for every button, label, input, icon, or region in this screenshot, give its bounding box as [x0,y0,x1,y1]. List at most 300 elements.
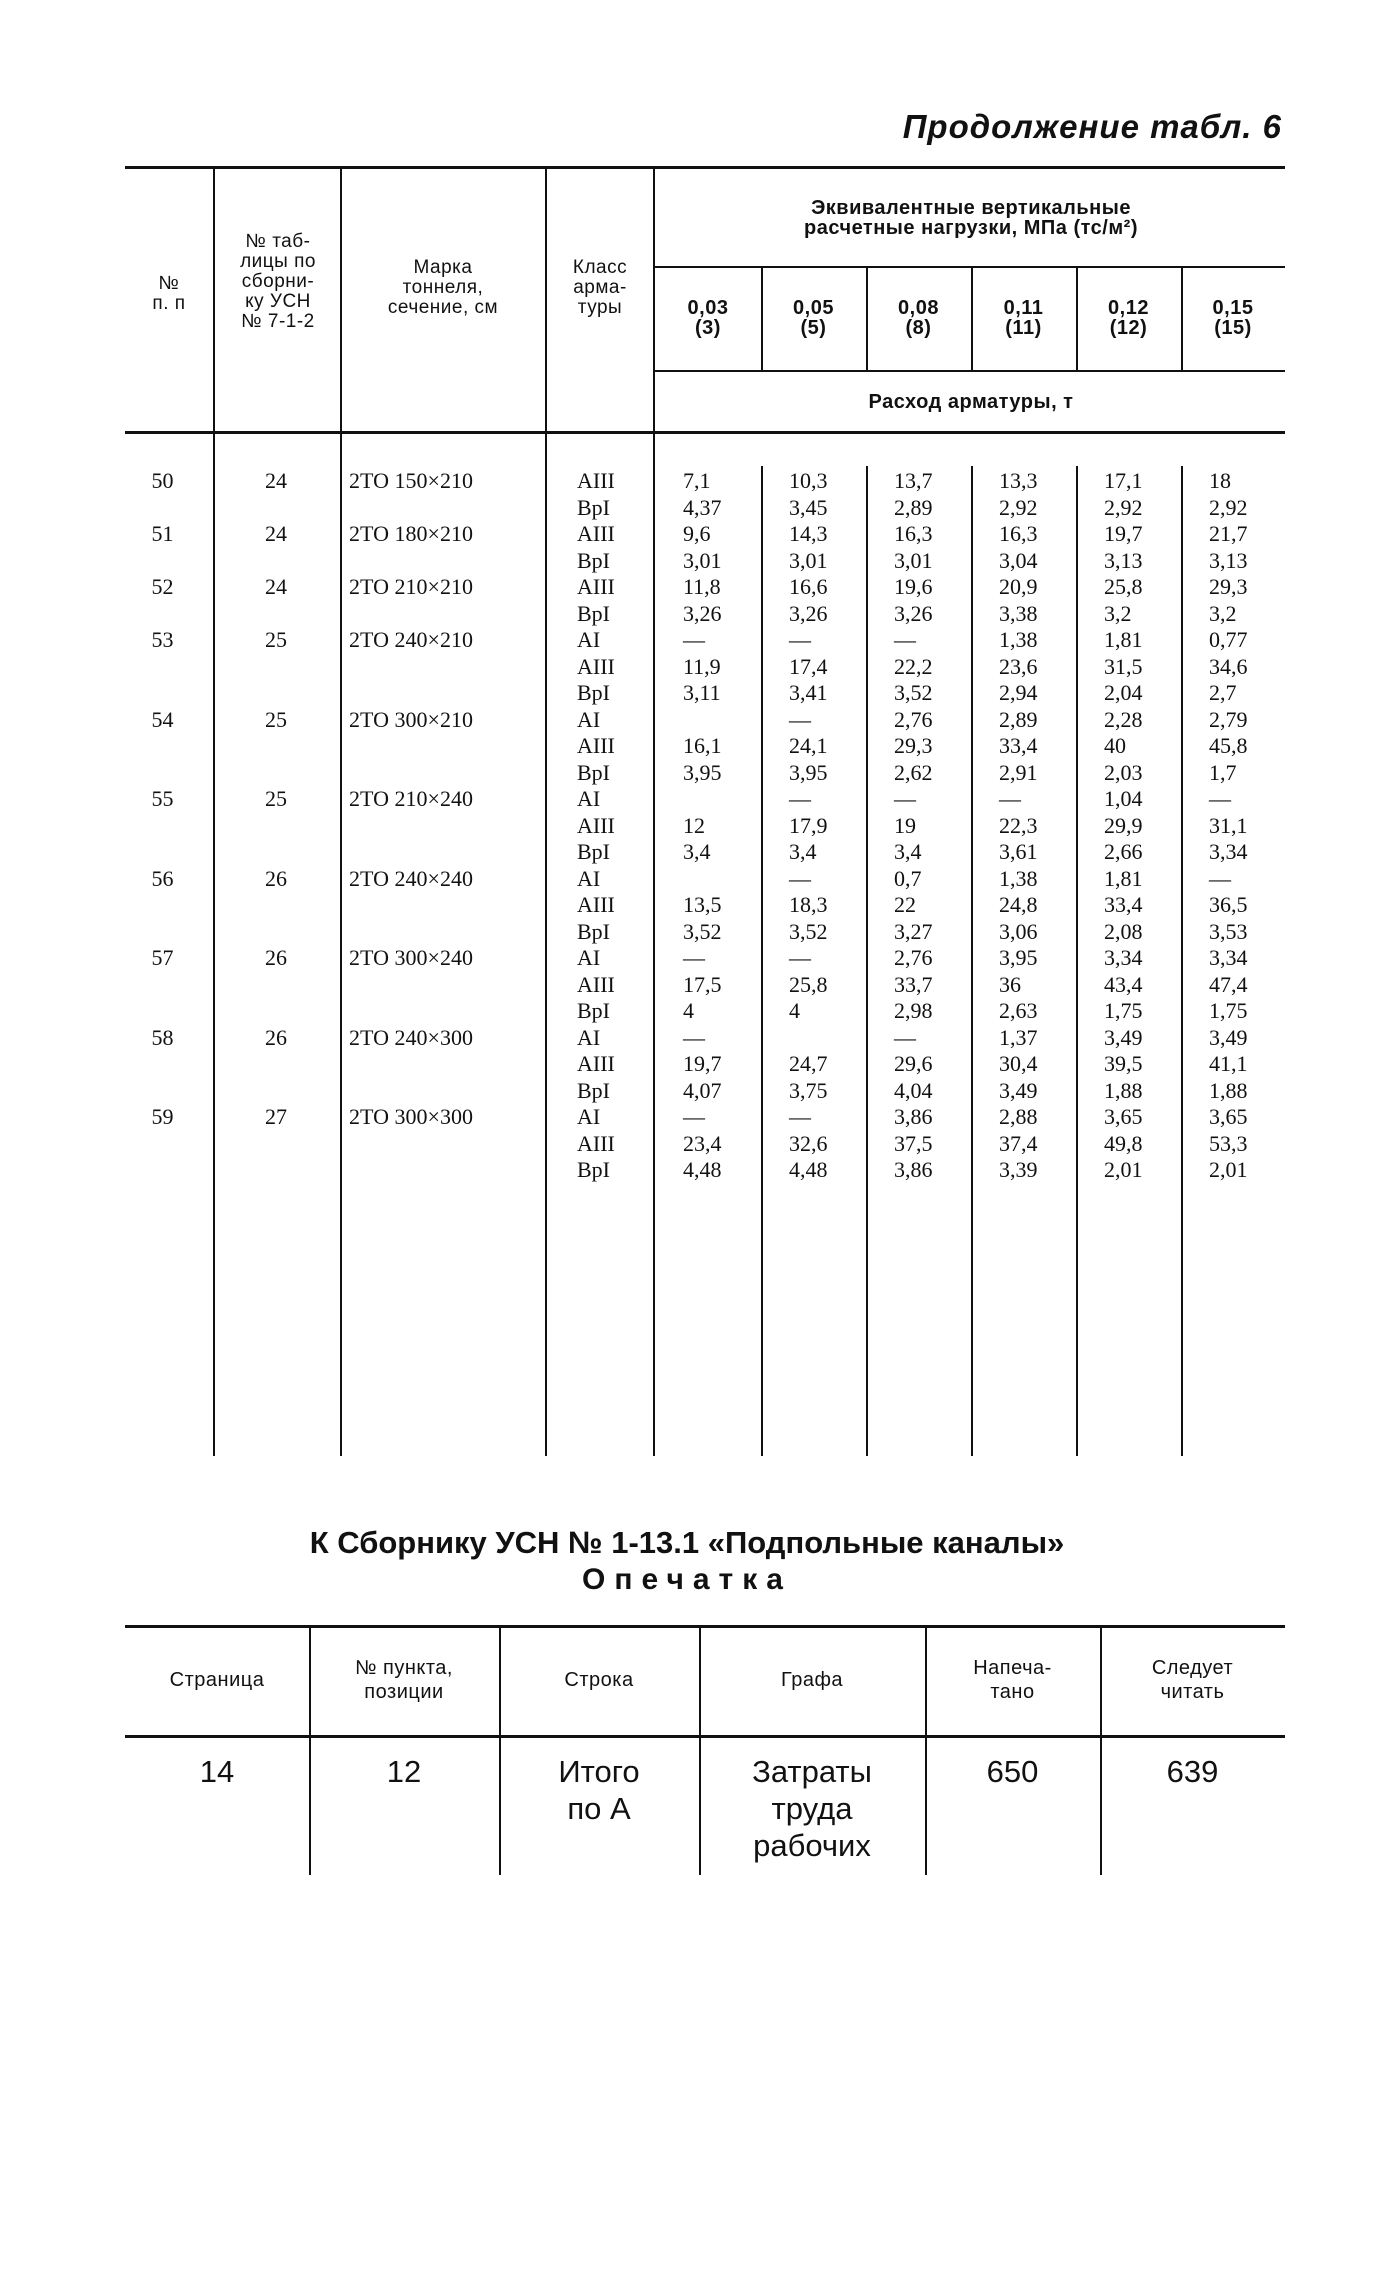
row-value: — [999,786,1021,811]
row-value: 1,75 [1104,998,1143,1023]
header-mark-line: Марка [413,257,473,278]
row-value: 1,37 [999,1024,1038,1050]
row-value: 3,01 [683,547,722,573]
row-value: 3,27 [894,918,933,944]
row-class: BpI [577,759,610,785]
row-value: 1,75 [1209,998,1248,1023]
row-value: 36 [999,971,1021,997]
row-value: 37,5 [894,1130,933,1156]
row-value: 1,88 [1104,1077,1143,1103]
header-table-ref-line: № 7-1-2 [241,311,315,332]
rule [1076,466,1078,1456]
header-load [761,298,866,338]
errata-header-text [973,1656,1052,1704]
header-consumption: Расход арматуры, т [868,391,1074,413]
row-value: 3,95 [789,759,828,785]
row-value: 4,48 [683,1157,722,1182]
row-table-ref: 25 [265,706,287,732]
row-mark: 2ТО 210×210 [349,574,473,599]
row-value: 3,26 [894,600,933,626]
row-value: 3,13 [1209,547,1248,573]
header-load [971,298,1076,338]
row-value: 1,81 [1104,865,1143,891]
row-class: AIII [577,521,615,546]
row-value: 3,52 [683,918,722,944]
row-value: 1,04 [1104,786,1143,811]
errata-header [699,1625,925,1735]
row-value: — [789,627,811,652]
header-load-line: (8) [905,317,932,339]
row-value: 2,92 [999,494,1038,520]
row-mark: 2ТО 240×240 [349,865,473,891]
row-value: — [683,627,705,652]
row-class: AI [577,1104,601,1129]
row-value: 2,76 [894,706,933,732]
row-value: 4 [683,998,694,1023]
header-load-line: (5) [800,317,827,339]
row-table-ref: 26 [265,1024,287,1050]
row-value: 12 [683,812,705,838]
row-class: AIII [577,971,615,997]
row-value: 3,11 [683,680,721,705]
row-value: 25,8 [1104,574,1143,599]
row-value: 3,95 [999,945,1038,970]
row-table-ref: 24 [265,521,287,546]
header-table-ref-line: № таб- [245,231,311,252]
row-class: AIII [577,812,615,838]
header-load [1076,298,1181,338]
row-value: 29,6 [894,1051,933,1076]
row-value: 45,8 [1209,733,1248,758]
row-value: — [683,1024,705,1050]
row-value: 3,45 [789,494,828,520]
row-mark: 2ТО 180×210 [349,521,473,546]
row-value: 2,76 [894,945,933,970]
row-value: 31,1 [1209,812,1248,838]
errata-header-line: Строка [564,1669,634,1691]
errata-cell-line: 650 [986,1754,1039,1789]
header-load-line: (11) [1005,317,1042,339]
row-value: 29,9 [1104,812,1143,838]
row-table-ref: 24 [265,574,287,599]
row-number: 56 [151,865,174,891]
header-load-line: 0,12 [1108,297,1149,319]
row-value: 33,7 [894,971,933,997]
header-loads-title [657,198,1285,238]
errata-header-line: Напеча- [973,1657,1052,1679]
header-mark [343,258,543,318]
row-value: 16,3 [999,521,1038,546]
header-table-ref [217,232,339,332]
errata-header-line: Следует [1151,1657,1234,1679]
row-value: — [789,706,811,732]
errata-subtitle: Опечатка [582,1563,792,1596]
rule [971,466,973,1456]
rule [125,431,1285,434]
header-table-ref-line: лицы по [240,251,316,272]
row-class: AI [577,786,601,811]
header-number [125,274,213,314]
row-mark: 2ТО 240×300 [349,1024,473,1050]
row-number: 52 [151,574,174,599]
row-value: 33,4 [1104,892,1143,917]
row-value: 3,4 [894,839,922,864]
rule [340,166,342,1456]
row-number: 53 [151,627,174,652]
row-table-ref: 25 [265,786,287,811]
row-value: 3,06 [999,918,1038,944]
header-table-ref-line: сборни- [241,271,315,292]
row-value: 3,01 [789,547,828,573]
row-value: 1,81 [1104,627,1143,652]
row-class: AI [577,706,601,732]
row-value: 3,04 [999,547,1038,573]
row-value: 3,4 [789,839,817,864]
row-value: 17,1 [1104,468,1143,493]
row-value: 3,2 [1104,600,1132,626]
header-load-line: 0,05 [793,297,834,319]
row-class: BpI [577,680,610,705]
row-value: 2,28 [1104,706,1143,732]
row-value: 3,53 [1209,918,1248,944]
row-value: 16,1 [683,733,722,758]
row-value: 53,3 [1209,1130,1248,1156]
reinforcement-table [125,166,1285,1456]
row-value: — [789,1104,811,1129]
errata-header-line: № пункта, [355,1657,453,1679]
row-value: 40 [1104,733,1126,758]
row-class: AIII [577,1130,615,1156]
errata-header-line: позиции [364,1681,444,1703]
row-table-ref: 24 [265,468,287,493]
row-value: 17,4 [789,653,828,679]
rule [866,466,868,1456]
row-value: — [894,627,916,652]
row-number: 55 [151,786,174,811]
row-mark: 2ТО 210×240 [349,786,473,811]
row-number: 54 [151,706,174,732]
rule [655,370,1285,372]
row-value: 2,04 [1104,680,1143,705]
row-value: 17,5 [683,971,722,997]
errata-header-text [170,1668,265,1692]
row-value: 2,89 [999,706,1038,732]
row-value: 3,26 [683,600,722,626]
errata-cell-line: Затраты [752,1754,872,1789]
errata-header [309,1625,499,1735]
header-load-line: 0,03 [687,297,729,319]
row-value: 3,26 [789,600,828,626]
row-class: BpI [577,547,610,573]
row-value: 3,34 [1209,839,1248,864]
row-value: 3,49 [999,1077,1038,1103]
row-value: 19,7 [683,1051,722,1076]
errata-cell [925,1753,1100,1790]
header-loads-title-line: Эквивалентные вертикальные [811,197,1131,219]
row-value: 23,6 [999,653,1038,679]
row-value: 34,6 [1209,653,1248,679]
row-value: 7,1 [683,468,711,493]
row-value: 2,01 [1209,1157,1248,1182]
row-value: 3,52 [789,918,828,944]
row-value: 0,77 [1209,627,1248,652]
header-load [1181,298,1285,338]
header-table-ref-line: ку УСН [245,291,311,312]
rule [655,266,1285,268]
header-class [547,258,653,318]
errata-header [1100,1625,1285,1735]
row-value: 4,37 [683,494,722,520]
row-value: 49,8 [1104,1130,1143,1156]
row-value: 3,34 [1104,945,1143,970]
row-value: 3,38 [999,600,1038,626]
row-value: — [1209,865,1231,891]
row-value: — [1209,786,1231,811]
row-value: 3,2 [1209,600,1237,626]
row-value: 3,13 [1104,547,1143,573]
row-value: 4 [789,998,800,1023]
header-class-line: туры [577,297,623,318]
row-mark: 2ТО 300×240 [349,945,473,970]
errata-header-text [1152,1656,1233,1704]
row-value: 2,01 [1104,1157,1143,1182]
row-value: 22,3 [999,812,1038,838]
row-value: 19,6 [894,574,933,599]
rule [125,166,1285,169]
row-class: BpI [577,998,610,1023]
row-class: AI [577,1024,601,1050]
row-value: 3,49 [1104,1024,1143,1050]
row-value: 2,63 [999,998,1038,1023]
errata-header-line: Страница [169,1669,265,1691]
header-mark-line: сечение, см [387,297,499,318]
row-class: AIII [577,468,615,493]
rule [761,466,763,1456]
row-value: 2,88 [999,1104,1038,1129]
row-value: 19 [894,812,916,838]
header-load [866,298,971,338]
header-class-line: арма- [573,277,627,298]
errata-cell [699,1753,925,1864]
row-value: 4,07 [683,1077,722,1103]
row-value: 17,9 [789,812,828,838]
row-value: 29,3 [1209,574,1248,599]
errata-cell-line: рабочих [753,1828,871,1863]
row-value: 16,6 [789,574,828,599]
row-value: 2,03 [1104,759,1143,785]
errata-header-text [564,1668,633,1692]
errata-table [125,1625,1285,1875]
row-class: AIII [577,892,615,917]
row-value: 18 [1209,468,1231,493]
row-value: 19,7 [1104,521,1143,546]
row-number: 51 [151,521,174,546]
row-table-ref: 27 [265,1104,287,1129]
row-value: 24,7 [789,1051,828,1076]
row-value: 2,94 [999,680,1038,705]
header-load [655,298,761,338]
row-value: 2,92 [1104,494,1143,520]
errata-cell [499,1753,699,1827]
errata-header [499,1625,699,1735]
errata-cell-line: по А [567,1791,631,1826]
row-value: 2,91 [999,759,1038,785]
row-table-ref: 26 [265,945,287,970]
errata-header [125,1625,309,1735]
row-class: AIII [577,733,615,758]
row-value: 39,5 [1104,1051,1143,1076]
row-value: 43,4 [1104,971,1143,997]
row-value: 1,38 [999,865,1038,891]
row-value: 47,4 [1209,971,1248,997]
row-value: 29,3 [894,733,933,758]
row-class: BpI [577,1157,610,1182]
header-loads-title-line: расчетные нагрузки, МПа (тс/м²) [804,217,1138,239]
row-value: 2,92 [1209,494,1248,520]
row-value: 16,3 [894,521,933,546]
header-load-line: 0,11 [1003,297,1044,319]
row-value: 36,5 [1209,892,1248,917]
row-class: BpI [577,494,610,520]
row-value: 33,4 [999,733,1038,758]
row-value: 37,4 [999,1130,1038,1156]
header-load-line: 0,15 [1212,297,1254,319]
row-value: 23,4 [683,1130,722,1156]
errata-header [925,1625,1100,1735]
row-value: 3,65 [1209,1104,1248,1129]
row-value: — [894,786,916,811]
errata-cell-line: труда [771,1791,853,1826]
row-value: 3,95 [683,759,722,785]
row-value: 22,2 [894,653,933,679]
row-value: 3,52 [894,680,933,705]
header-load-line: (3) [695,317,721,339]
row-value: 41,1 [1209,1051,1248,1076]
row-value: 24,8 [999,892,1038,917]
row-value: 20,9 [999,574,1038,599]
header-load-line: (12) [1109,317,1148,339]
row-mark: 2ТО 300×210 [349,706,473,732]
errata-cell-line: 639 [1166,1754,1219,1789]
errata-cell-line: 14 [199,1754,235,1789]
row-value: 3,34 [1209,945,1248,970]
row-class: AIII [577,653,615,679]
errata-cell [309,1753,499,1790]
row-value: 3,61 [999,839,1038,864]
row-table-ref: 25 [265,627,287,652]
row-mark: 2ТО 300×300 [349,1104,473,1129]
row-value: 3,39 [999,1157,1038,1182]
errata-header-line: Графа [780,1669,844,1691]
row-value: 1,88 [1209,1077,1248,1103]
row-value: 10,3 [789,468,828,493]
row-class: AI [577,865,601,891]
row-value: — [894,1024,916,1050]
row-mark: 2ТО 240×210 [349,627,473,652]
row-value: 2,08 [1104,918,1143,944]
row-value: 3,4 [683,839,711,864]
row-value: 21,7 [1209,521,1248,546]
row-value: 2,98 [894,998,933,1023]
row-value: 13,3 [999,468,1038,493]
row-value: 0,7 [894,865,922,891]
errata-title: К Сборнику УСН № 1-13.1 «Подпольные каналы» [309,1525,1065,1560]
row-value: — [789,865,811,891]
row-value: 3,41 [789,680,828,705]
header-number-line: № [158,273,180,294]
row-class: BpI [577,600,610,626]
row-number: 50 [151,468,174,493]
errata-cell [125,1753,309,1790]
row-value: 25,8 [789,971,828,997]
header-mark-line: тоннеля, [402,277,484,298]
row-value: — [683,945,705,970]
row-class: AI [577,945,601,970]
row-value: 3,86 [894,1157,933,1182]
row-value: 4,04 [894,1077,933,1103]
errata-header-line: читать [1160,1681,1225,1703]
row-number: 57 [151,945,174,970]
row-class: AIII [577,574,615,599]
row-value: 31,5 [1104,653,1143,679]
rule [1181,466,1183,1456]
header-number-line: п. п [152,293,186,314]
rule [125,1735,1285,1738]
row-value: 3,75 [789,1077,828,1103]
row-value: 3,65 [1104,1104,1143,1129]
errata-cell [1100,1753,1285,1790]
row-table-ref: 26 [265,865,287,891]
row-class: BpI [577,1077,610,1103]
continuation-label: Продолжение табл. 6 [902,108,1282,145]
row-value: 14,3 [789,521,828,546]
header-load-line: (15) [1214,317,1252,339]
row-number: 59 [151,1104,174,1129]
row-value: 24,1 [789,733,828,758]
row-value: 1,38 [999,627,1038,652]
row-value: 9,6 [683,521,711,546]
row-mark: 2ТО 150×210 [349,468,473,493]
row-value: 2,89 [894,494,933,520]
header-class-line: Класс [572,257,628,278]
row-class: BpI [577,839,610,864]
row-value: 13,7 [894,468,933,493]
row-value: 11,8 [683,574,721,599]
row-value: 13,5 [683,892,722,917]
errata-header-text [781,1668,843,1692]
row-value: 2,62 [894,759,933,785]
row-value: 3,49 [1209,1024,1248,1050]
errata-cell-line: 12 [386,1754,422,1789]
errata-cell-line: Итого [558,1754,640,1789]
row-value: 32,6 [789,1130,828,1156]
row-class: AI [577,627,601,652]
row-class: BpI [577,918,610,944]
row-value: — [789,945,811,970]
row-value: 2,66 [1104,839,1143,864]
row-value: — [683,1104,705,1129]
row-value: 2,7 [1209,680,1237,705]
row-class: AIII [577,1051,615,1076]
row-value: 1,7 [1209,759,1237,785]
row-value: 3,86 [894,1104,933,1129]
errata-header-line: тано [990,1681,1035,1703]
row-value: 22 [894,892,916,917]
row-value: 2,79 [1209,706,1248,732]
header-load-line: 0,08 [898,297,939,319]
row-value: 30,4 [999,1051,1038,1076]
row-value: 3,01 [894,547,933,573]
